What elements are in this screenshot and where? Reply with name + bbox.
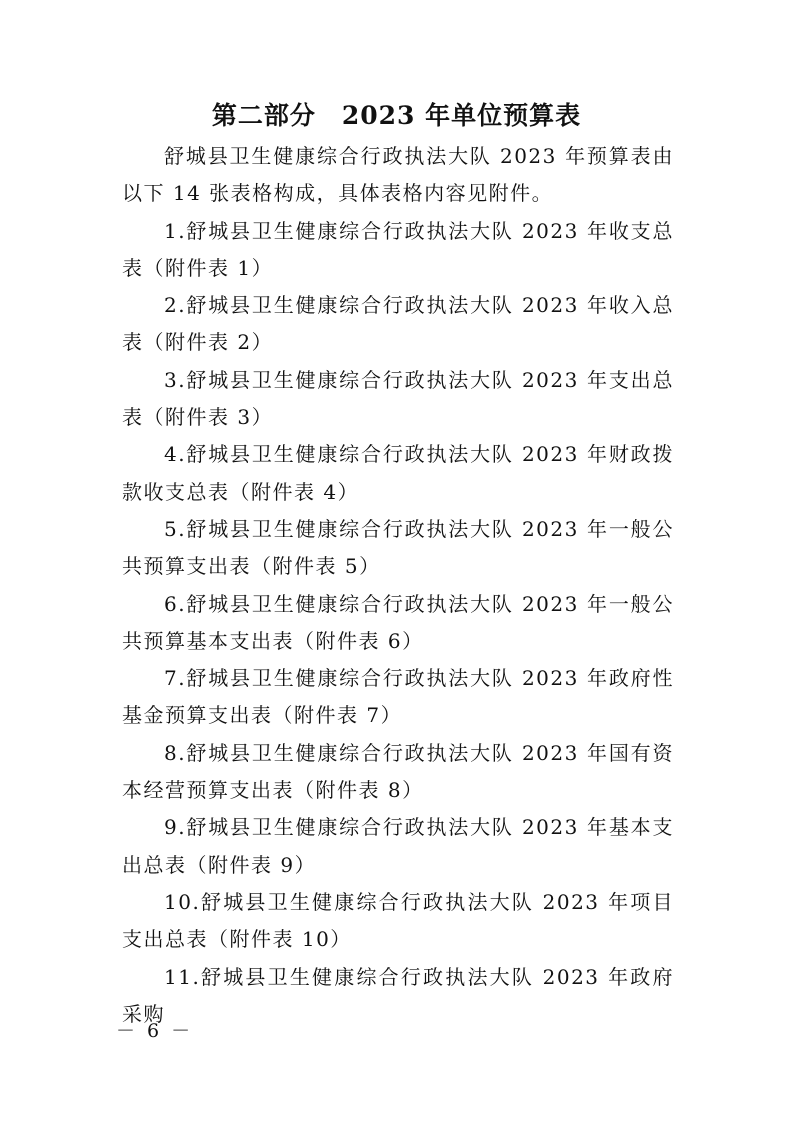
page-number: － 6 －: [116, 1020, 194, 1042]
list-item: 5.舒城县卫生健康综合行政执法大队 2023 年一般公共预算支出表（附件表 5）: [122, 516, 674, 579]
list-item: 2.舒城县卫生健康综合行政执法大队 2023 年收入总表（附件表 2）: [122, 293, 674, 355]
list-item: 3.舒城县卫生健康综合行政执法大队 2023 年支出总表（附件表 3）: [122, 367, 674, 430]
list-item: 4.舒城县卫生健康综合行政执法大队 2023 年财政拨款收支总表（附件表 4）: [122, 442, 674, 504]
page-title: 第二部分 2023 年单位预算表: [211, 101, 582, 130]
list-item: 11.舒城县卫生健康综合行政执法大队 2023 年政府采购: [122, 964, 674, 1026]
document-body: [122, 138, 674, 1033]
list-item: 6.舒城县卫生健康综合行政执法大队 2023 年一般公共预算基本支出表（附件表 6）: [122, 591, 674, 653]
list-item: 1.舒城县卫生健康综合行政执法大队 2023 年收支总表（附件表 1）: [122, 218, 674, 280]
list-item: 9.舒城县卫生健康综合行政执法大队 2023 年基本支出总表（附件表 9）: [122, 815, 674, 877]
intro-paragraph: 舒城县卫生健康综合行政执法大队 2023 年预算表由以下 14 张表格构成，具体表格内容见附件。: [122, 144, 674, 206]
list-item: 7.舒城县卫生健康综合行政执法大队 2023 年政府性基金预算支出表（附件表 7）: [122, 666, 674, 728]
list-item: 8.舒城县卫生健康综合行政执法大队 2023 年国有资本经营预算支出表（附件表 8）: [122, 740, 674, 803]
list-item: 10.舒城县卫生健康综合行政执法大队 2023 年项目支出总表（附件表 10）: [122, 889, 674, 952]
